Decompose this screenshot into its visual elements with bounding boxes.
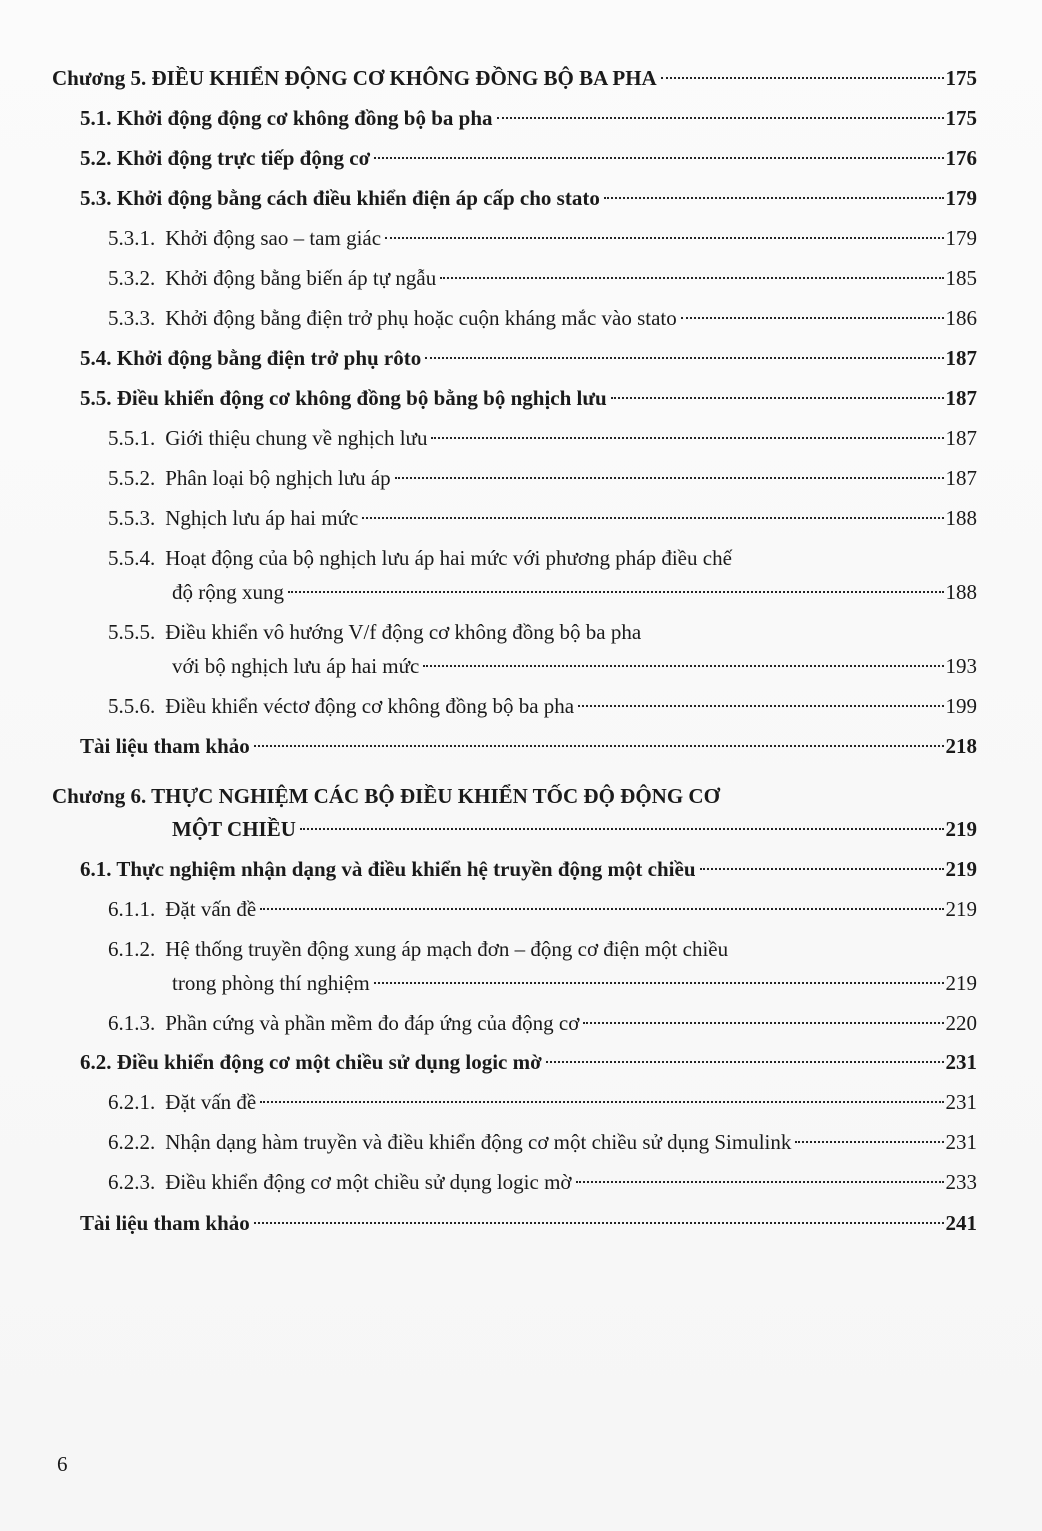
toc-page-number: 231 bbox=[945, 1130, 977, 1154]
toc-subsection-5-3-2 bbox=[108, 263, 977, 293]
dot-leader bbox=[300, 828, 944, 830]
toc-entry-title: Hoạt động của bộ nghịch lưu áp hai mức với phương pháp điều chế bbox=[165, 546, 732, 570]
toc-entry-number: 6.2.1. bbox=[108, 1090, 156, 1114]
toc-page-number: 187 bbox=[945, 386, 977, 410]
dot-leader bbox=[611, 397, 944, 399]
toc-section-6-2 bbox=[80, 1047, 977, 1077]
toc-entry-title: Giới thiệu chung về nghịch lưu bbox=[165, 426, 428, 450]
toc-entry-title: Phần cứng và phần mềm đo đáp ứng của động cơ bbox=[165, 1011, 580, 1035]
dot-leader bbox=[576, 1181, 944, 1183]
toc-subsection-5-5-5-line1 bbox=[108, 617, 641, 647]
toc-page-number: 175 bbox=[945, 106, 977, 130]
dot-leader bbox=[288, 591, 944, 593]
toc-page-number: 185 bbox=[945, 266, 977, 290]
toc-entry-title: Phân loại bộ nghịch lưu áp bbox=[165, 466, 391, 490]
toc-page-number: 175 bbox=[945, 66, 977, 90]
dot-leader bbox=[260, 1101, 943, 1103]
dot-leader bbox=[700, 868, 944, 870]
dot-leader bbox=[423, 665, 943, 667]
toc-entry-title: 5.5. Điều khiển động cơ không đồng bộ bằng bộ nghịch lưu bbox=[80, 386, 607, 410]
dot-leader bbox=[395, 477, 944, 479]
toc-subsection-6-1-1 bbox=[108, 894, 977, 924]
toc-subsection-6-1-2-line1 bbox=[108, 934, 728, 964]
toc-section-5-2 bbox=[80, 143, 977, 173]
toc-entry-title: Tài liệu tham khảo bbox=[80, 1211, 250, 1235]
toc-entry-number: 6.2.3. bbox=[108, 1170, 156, 1194]
toc-entry-number: 6.1.1. bbox=[108, 897, 156, 921]
toc-entry-title: Tài liệu tham khảo bbox=[80, 734, 250, 758]
toc-page-number: 179 bbox=[945, 226, 977, 250]
toc-page-number: 186 bbox=[945, 306, 977, 330]
toc-entry-title: 5.3. Khởi động bằng cách điều khiển điện áp cấp cho stato bbox=[80, 186, 600, 210]
toc-entry-number: 5.5.6. bbox=[108, 694, 156, 718]
toc-entry-title-continued: trong phòng thí nghiệm bbox=[172, 971, 370, 995]
toc-entry-title: Điều khiển động cơ một chiều sử dụng logic mờ bbox=[165, 1170, 572, 1194]
toc-subsection-5-3-3 bbox=[108, 303, 977, 333]
toc-page-number: 233 bbox=[945, 1170, 977, 1194]
toc-section-5-5 bbox=[80, 383, 977, 413]
toc-entry-title: 5.2. Khởi động trực tiếp động cơ bbox=[80, 146, 371, 170]
toc-page-number: 187 bbox=[945, 426, 977, 450]
toc-entry-title: Nhận dạng hàm truyền và điều khiển động cơ một chiều sử dụng Simulink bbox=[165, 1130, 792, 1154]
toc-page-number: 193 bbox=[945, 654, 977, 678]
toc-chapter-6-line2 bbox=[172, 814, 977, 844]
toc-references-ch5 bbox=[80, 731, 977, 761]
toc-entry-title: Đặt vấn đề bbox=[165, 1090, 257, 1114]
toc-entry-title: Chương 5. ĐIỀU KHIỂN ĐỘNG CƠ KHÔNG ĐỒNG BỘ BA PHA bbox=[52, 66, 657, 90]
toc-entry-number: 5.5.5. bbox=[108, 620, 156, 644]
toc-subsection-6-1-2-line2 bbox=[172, 968, 977, 998]
toc-subsection-6-2-1 bbox=[108, 1087, 977, 1117]
toc-entry-title: 5.4. Khởi động bằng điện trở phụ rôto bbox=[80, 346, 422, 370]
toc-entry-title: 6.1. Thực nghiệm nhận dạng và điều khiển hệ truyền động một chiều bbox=[80, 857, 696, 881]
toc-entry-number: 6.1.2. bbox=[108, 937, 156, 961]
dot-leader bbox=[578, 705, 943, 707]
toc-page-number: 219 bbox=[945, 897, 977, 921]
toc-entry-number: 5.5.1. bbox=[108, 426, 156, 450]
toc-subsection-6-1-3 bbox=[108, 1008, 977, 1038]
toc-page-number: 188 bbox=[945, 580, 977, 604]
dot-leader bbox=[546, 1061, 944, 1063]
toc-entry-number: 5.5.3. bbox=[108, 506, 156, 530]
toc-page-number: 179 bbox=[945, 186, 977, 210]
toc-entry-title-continued: MỘT CHIỀU bbox=[172, 817, 296, 841]
dot-leader bbox=[681, 317, 944, 319]
toc-entry-title: Đặt vấn đề bbox=[165, 897, 257, 921]
toc-subsection-6-2-3 bbox=[108, 1167, 977, 1197]
toc-page-number: 187 bbox=[945, 346, 977, 370]
dot-leader bbox=[385, 237, 943, 239]
toc-entry-title: Nghịch lưu áp hai mức bbox=[165, 506, 359, 530]
toc-page-number: 231 bbox=[945, 1050, 977, 1074]
toc-entry-title: Điều khiển véctơ động cơ không đồng bộ ba pha bbox=[165, 694, 575, 718]
dot-leader bbox=[254, 745, 944, 747]
dot-leader bbox=[260, 908, 943, 910]
dot-leader bbox=[795, 1141, 943, 1143]
toc-entry-number: 6.1.3. bbox=[108, 1011, 156, 1035]
toc-subsection-5-5-3 bbox=[108, 503, 977, 533]
toc-page-number: 220 bbox=[945, 1011, 977, 1035]
toc-page-number: 219 bbox=[945, 857, 977, 881]
toc-entry-number: 5.3.2. bbox=[108, 266, 156, 290]
toc-entry-title: Điều khiển vô hướng V/f động cơ không đồng bộ ba pha bbox=[165, 620, 642, 644]
toc-subsection-5-5-4-line2 bbox=[172, 577, 977, 607]
toc-entry-number: 6.2.2. bbox=[108, 1130, 156, 1154]
dot-leader bbox=[374, 157, 943, 159]
toc-entry-number: 5.3.3. bbox=[108, 306, 156, 330]
toc-page-number: 187 bbox=[945, 466, 977, 490]
dot-leader bbox=[431, 437, 943, 439]
toc-entry-number: 5.5.4. bbox=[108, 546, 156, 570]
toc-page-number: 219 bbox=[945, 971, 977, 995]
toc-page-number: 176 bbox=[945, 146, 977, 170]
toc-section-5-4 bbox=[80, 343, 977, 373]
toc-subsection-5-5-5-line2 bbox=[172, 651, 977, 681]
toc-subsection-5-5-6 bbox=[108, 691, 977, 721]
toc-entry-title-continued: với bộ nghịch lưu áp hai mức bbox=[172, 654, 420, 678]
toc-chapter-5 bbox=[52, 63, 977, 93]
dot-leader bbox=[254, 1222, 944, 1224]
toc-subsection-5-5-1 bbox=[108, 423, 977, 453]
toc-page-number: 241 bbox=[945, 1211, 977, 1235]
toc-references-ch6 bbox=[80, 1208, 977, 1238]
toc-chapter-6-line1 bbox=[52, 781, 720, 811]
toc-entry-title: Khởi động bằng biến áp tự ngẫu bbox=[165, 266, 437, 290]
toc-entry-number: 5.3.1. bbox=[108, 226, 156, 250]
toc-subsection-5-5-2 bbox=[108, 463, 977, 493]
toc-subsection-6-2-2 bbox=[108, 1127, 977, 1157]
toc-entry-number: 5.5.2. bbox=[108, 466, 156, 490]
toc-section-5-3 bbox=[80, 183, 977, 213]
dot-leader bbox=[362, 517, 943, 519]
dot-leader bbox=[661, 77, 944, 79]
toc-entry-title: 6.2. Điều khiển động cơ một chiều sử dụng logic mờ bbox=[80, 1050, 542, 1074]
toc-entry-title: Khởi động sao – tam giác bbox=[165, 226, 382, 250]
dot-leader bbox=[440, 277, 943, 279]
toc-subsection-5-5-4-line1 bbox=[108, 543, 732, 573]
toc-page-number: 188 bbox=[945, 506, 977, 530]
toc-subsection-5-3-1 bbox=[108, 223, 977, 253]
toc-section-5-1 bbox=[80, 103, 977, 133]
dot-leader bbox=[604, 197, 944, 199]
dot-leader bbox=[425, 357, 943, 359]
toc-page-number: 219 bbox=[945, 817, 977, 841]
dot-leader bbox=[583, 1022, 943, 1024]
dot-leader bbox=[497, 117, 944, 119]
toc-page-number: 199 bbox=[945, 694, 977, 718]
dot-leader bbox=[374, 982, 944, 984]
toc-page-number: 231 bbox=[945, 1090, 977, 1114]
toc-page-number: 218 bbox=[945, 734, 977, 758]
toc-entry-title: Khởi động bằng điện trở phụ hoặc cuộn kháng mắc vào stato bbox=[165, 306, 677, 330]
page-number: 6 bbox=[57, 1452, 68, 1476]
toc-entry-title-continued: độ rộng xung bbox=[172, 580, 284, 604]
toc-entry-title: 5.1. Khởi động động cơ không đồng bộ ba pha bbox=[80, 106, 493, 130]
toc-entry-title: Chương 6. THỰC NGHIỆM CÁC BỘ ĐIỀU KHIỂN TỐC ĐỘ ĐỘNG CƠ bbox=[52, 784, 720, 808]
toc-section-6-1 bbox=[80, 854, 977, 884]
toc-entry-title: Hệ thống truyền động xung áp mạch đơn – động cơ điện một chiều bbox=[165, 937, 729, 961]
